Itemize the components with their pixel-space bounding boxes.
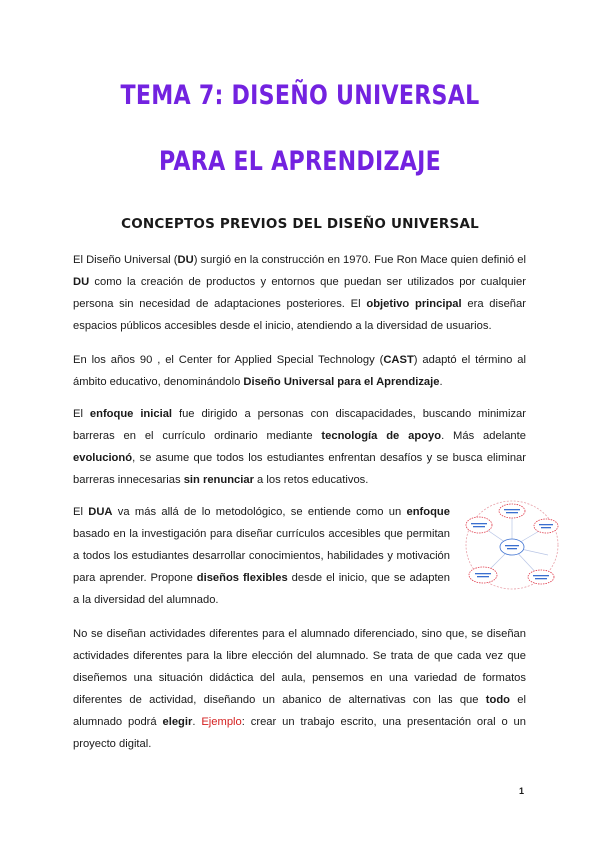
page-title-line-2: PARA EL APRENDIZAJE xyxy=(158,146,442,177)
text-run: era diseñar espacios públicos accesibles desde el inicio, atendiendo a la diversidad de usuarios. xyxy=(73,298,526,332)
text-run: ) adaptó el término al ámbito educativo, denominándolo xyxy=(73,354,526,388)
bold-term: DU xyxy=(177,254,194,266)
bold-term: elegir xyxy=(162,716,193,728)
paragraph-cast xyxy=(73,349,526,393)
page-title-line-1: TEMA 7: DISEÑO UNIVERSAL xyxy=(120,80,480,111)
example-label: Ejemplo xyxy=(201,716,242,728)
section-heading: CONCEPTOS PREVIOS DEL DISEÑO UNIVERSAL xyxy=(121,216,479,232)
paragraph-actividades xyxy=(73,623,526,755)
bold-term: enfoque xyxy=(406,506,450,518)
bold-term: objetivo principal xyxy=(366,298,462,310)
text-run: El xyxy=(73,506,89,518)
text-run: como la creación de productos y entornos que puedan ser utilizados por cualquier persona sin necesidad de adaptaciones posteriores. El xyxy=(73,276,526,310)
paragraph-enfoque xyxy=(73,403,526,491)
text-run: el alumnado podrá xyxy=(73,694,526,728)
text-run: desde el inicio, que se adapten a la diversidad del alumnado. xyxy=(73,572,450,606)
text-run: . xyxy=(439,376,443,388)
bold-term: tecnología de apoyo xyxy=(321,430,442,442)
bold-term: evolucionó xyxy=(73,452,133,464)
bold-term: sin renunciar xyxy=(183,474,254,486)
bold-term: enfoque inicial xyxy=(89,408,173,420)
text-run: ) surgió en la construcción en 1970. Fue Ron Mace quien definió el xyxy=(193,254,526,266)
bold-term: DU xyxy=(73,276,90,288)
concept-map-icon xyxy=(462,495,562,595)
text-run: El xyxy=(73,408,90,420)
text-run: . Más adelante xyxy=(441,430,526,442)
text-run: a los retos educativos. xyxy=(253,474,369,486)
paragraph-dua xyxy=(73,501,450,611)
bold-term: DUA xyxy=(88,506,113,518)
bold-term: CAST xyxy=(383,354,414,366)
text-run: fue dirigido a personas con discapacidades, buscando minimizar barreras en el currículo ordinario mediante xyxy=(73,408,526,442)
text-run: . xyxy=(192,716,202,728)
text-run: basado en la investigación para diseñar currículos accesibles que permitan a todos los estudiantes desarrollar conocimientos, habilidades y motivación para aprender. Propone xyxy=(73,528,450,584)
text-run: va más allá de lo metodológico, se entiende como un xyxy=(112,506,407,518)
paragraph-diseno-universal xyxy=(73,249,526,337)
text-run: El Diseño Universal ( xyxy=(73,254,178,266)
bold-term: diseños flexibles xyxy=(196,572,288,584)
bold-term: todo xyxy=(485,694,510,706)
page-number: 1 xyxy=(519,786,525,796)
text-run: : crear un trabajo escrito, una presentación oral o un proyecto digital. xyxy=(73,716,526,750)
concept-map-image xyxy=(462,495,562,595)
bold-term: Diseño Universal para el Aprendizaje xyxy=(243,376,440,388)
text-run: , se asume que todos los estudiantes enfrentan desafíos y se busca eliminar barreras innecesarias xyxy=(73,452,526,486)
text-run: En los años 90 , el Center for Applied Special Technology ( xyxy=(73,354,384,366)
text-run: No se diseñan actividades diferentes para el alumnado diferenciado, sino que, se diseñan actividades diferentes para la libre elección del alumnado. Se trata de que cada vez que diseñemos una situación didáctica del aula, pensemos en una variedad de formatos diferentes de actividad, diseñando un abanico de alternativas con las que xyxy=(73,628,526,706)
